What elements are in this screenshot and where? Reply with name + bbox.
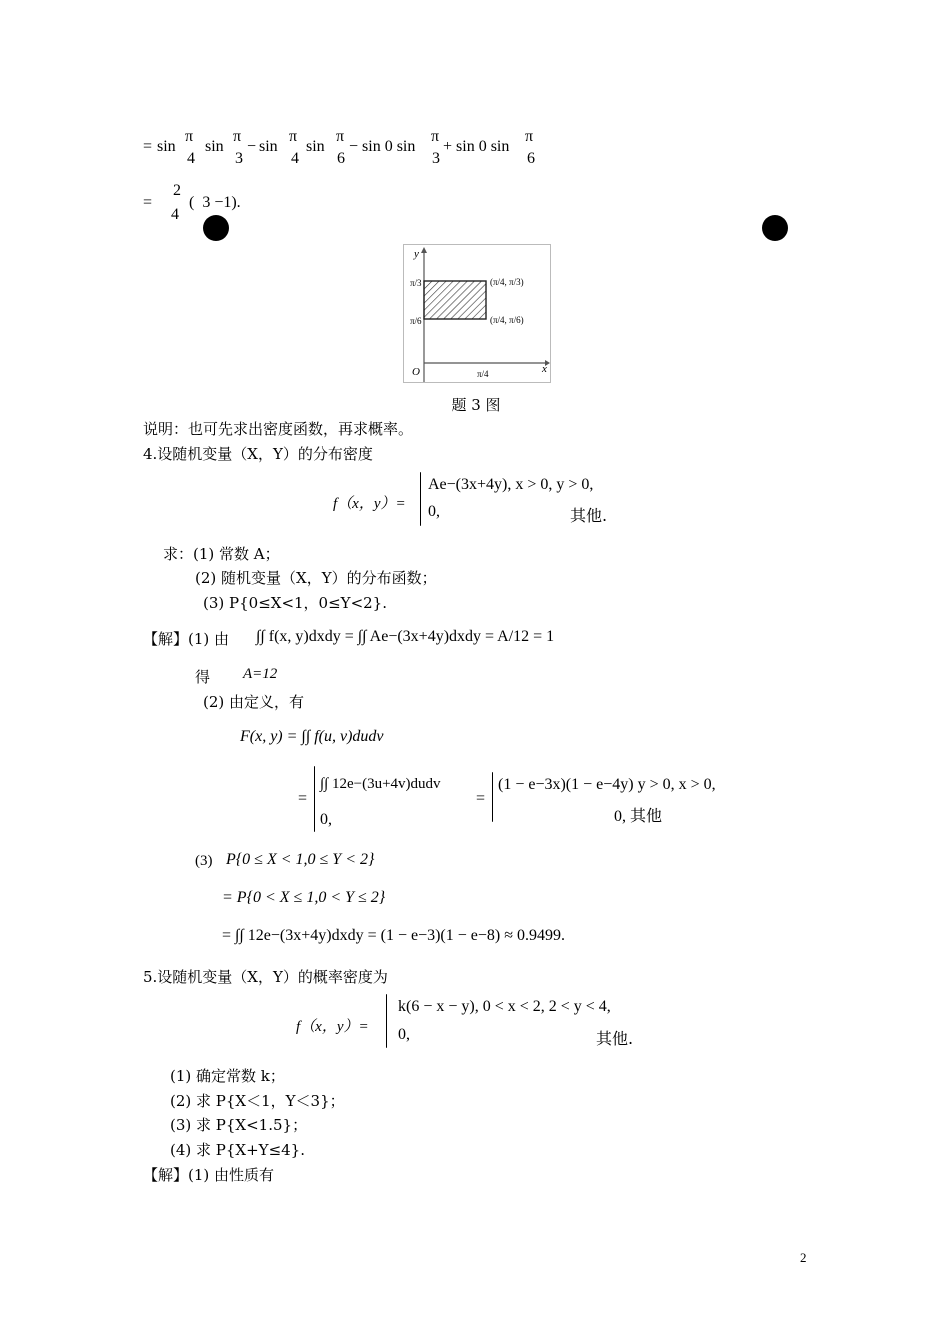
q4-sol3-eq2: = P{0 < X ≤ 1,0 < Y ≤ 2}: [222, 889, 386, 906]
q4-sol2-brace1: [314, 766, 315, 832]
q5-case2-cond: 其他.: [596, 1029, 634, 1048]
x-tick-pi-4: π/4: [477, 369, 489, 379]
origin-label: O: [412, 366, 420, 378]
q4-sol2-case1: ∫∫ 12e−(3u+4v)dudv: [320, 776, 441, 792]
q5-ask4: (4) 求 P{X+Y≤4}.: [170, 1141, 305, 1159]
black-dot-left: [203, 215, 229, 241]
q4-case1: Ae−(3x+4y), x > 0, y > 0,: [428, 476, 594, 493]
q4-sol2-eq-sign2: =: [476, 790, 486, 807]
q4-sol1-eq: ∫∫ f(x, y)dxdy = ∫∫ Ae−(3x+4y)dxdy = A/12 = 1: [256, 628, 555, 645]
q5-case2-val: 0,: [398, 1026, 410, 1043]
corner-label-bottom: (π/4, π/6): [490, 315, 524, 325]
q4-sol2-case2: 0,: [320, 811, 332, 828]
q4-density-lhs: f（x，y）=: [333, 496, 406, 512]
q4-case2-cond: 其他.: [570, 506, 608, 525]
q4-sol2-brace2: [492, 772, 493, 822]
q4-sol2-eq-sign1: =: [298, 790, 308, 807]
q4-sol2-eq1: F(x, y) = ∫∫ f(u, v)dudv: [240, 728, 384, 745]
figure-caption: 题 3 图: [451, 396, 501, 414]
q4-sol-label: 【解】(1) 由: [143, 630, 230, 648]
page-number: 2: [800, 1250, 807, 1265]
q5-ask1: (1) 确定常数 k；: [170, 1067, 285, 1085]
q4-ask3: (3) P{0≤X<1，0≤Y<2}.: [203, 594, 387, 612]
q5-stem: 5.设随机变量（X，Y）的概率密度为: [143, 968, 388, 986]
q5-ask2: (2) 求 P{X＜1，Y＜3}；: [170, 1092, 345, 1110]
q4-sol3-eq1: P{0 ≤ X < 1,0 ≤ Y < 2}: [226, 851, 375, 868]
figure-rectangle-region: [403, 244, 551, 383]
note-text: 说明：也可先求出密度函数，再求概率。: [143, 420, 414, 438]
corner-label-top: (π/4, π/3): [490, 277, 524, 287]
q4-case2-val: 0,: [428, 503, 440, 520]
q4-sol1-res-label: 得: [195, 668, 211, 686]
y-tick-pi-3: π/3: [410, 278, 422, 288]
q5-density-lhs: f（x，y）=: [296, 1019, 369, 1035]
q5-case1: k(6 − x − y), 0 < x < 2, 2 < y < 4,: [398, 998, 611, 1015]
q4-sol2-label: (2) 由定义，有: [203, 693, 305, 711]
q4-sol3-label: (3): [195, 853, 213, 869]
q5-sol-label: 【解】(1) 由性质有: [143, 1166, 275, 1184]
hatched-rectangle: [424, 281, 486, 319]
q4-ask1: 求：(1) 常数 A；: [163, 545, 280, 563]
q5-brace: [386, 994, 387, 1048]
figure-svg: [404, 245, 550, 382]
black-dot-right: [762, 215, 788, 241]
q4-sol3-eq3: = ∫∫ 12e−(3x+4y)dxdy = (1 − e−3)(1 − e−8) ≈ 0.9499.: [222, 927, 566, 944]
x-axis-label: x: [542, 363, 547, 375]
q5-ask3: (3) 求 P{X<1.5}；: [170, 1116, 308, 1134]
q4-sol1-res: A=12: [243, 666, 278, 682]
q4-stem: 4.设随机变量（X，Y）的分布密度: [143, 445, 373, 463]
q4-brace: [420, 472, 421, 526]
y-axis-label: y: [414, 248, 419, 260]
q4-sol2-eq3-case2: 0, 其他: [614, 808, 663, 825]
y-tick-pi-6: π/6: [410, 316, 422, 326]
q4-sol2-eq3-case1: (1 − e−3x)(1 − e−4y) y > 0, x > 0,: [498, 776, 716, 793]
q4-ask2: (2) 随机变量（X，Y）的分布函数；: [195, 569, 437, 587]
